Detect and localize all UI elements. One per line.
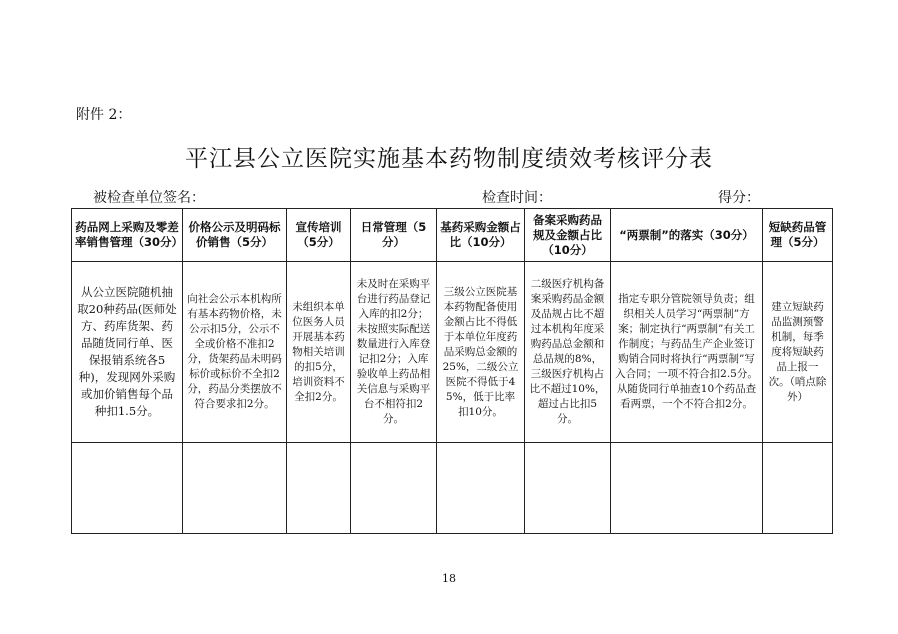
header-training: 宣传培训（5分） bbox=[287, 209, 351, 262]
page-title: 平江县公立医院实施基本药物制度绩效考核评分表 bbox=[185, 146, 713, 172]
header-row bbox=[72, 209, 833, 262]
score-cell[interactable] bbox=[763, 443, 833, 534]
criteria-price-display: 向社会公示本机构所有基本药物价格，未公示扣5分，公示不全或价格不准扣2分，货架药品未明码标价或标价不全扣2分，药品分类摆放不符合要求扣2分。 bbox=[183, 262, 287, 443]
score-cell[interactable] bbox=[525, 443, 611, 534]
criteria-shortage-management: 建立短缺药品监测预警机制，每季度将短缺药品上报一次。（哨点除外） bbox=[763, 262, 833, 443]
score-cell[interactable] bbox=[72, 443, 183, 534]
score-cell[interactable] bbox=[437, 443, 525, 534]
criteria-row bbox=[72, 262, 833, 443]
signature-unit-label: 被检查单位签名： bbox=[93, 190, 205, 206]
score-cell[interactable] bbox=[287, 443, 351, 534]
header-daily-management: 日常管理（5分） bbox=[351, 209, 437, 262]
criteria-basic-drug-ratio: 三级公立医院基本药物配备使用金额占比不得低于本单位年度药品采购总金额的25%，二级公立医院不得低于45%，低于比率扣10分。 bbox=[437, 262, 525, 443]
criteria-online-purchase: 从公立医院随机抽取20种药品(医师处方、药库货架、药品随货同行单、医保报销系统各5种)，发现网外采购或加价销售每个品种扣1.5分。 bbox=[72, 262, 183, 443]
score-cell[interactable] bbox=[611, 443, 763, 534]
score-label: 得分： bbox=[718, 190, 760, 206]
evaluation-table bbox=[71, 208, 833, 534]
score-cell[interactable] bbox=[183, 443, 287, 534]
criteria-filed-drug-ratio: 二级医疗机构备案采购药品金额及品规占比不超过本机构年度采购药品总金额和总品规的8%，三级医疗机构占比不超过10%，超过占比扣5分。 bbox=[525, 262, 611, 443]
inspection-time-label: 检查时间： bbox=[482, 190, 552, 206]
page-number: 18 bbox=[442, 572, 456, 585]
criteria-daily-management: 未及时在采购平台进行药品登记入库的扣2分；未按照实际配送数量进行入库登记扣2分；入库验收单上药品相关信息与采购平台不相符扣2分。 bbox=[351, 262, 437, 443]
header-basic-drug-ratio: 基药采购金额占比（10分） bbox=[437, 209, 525, 262]
header-online-purchase: 药品网上采购及零差率销售管理（30分） bbox=[72, 209, 183, 262]
criteria-training: 未组织本单位医务人员开展基本药物相关培训的扣5分，培训资料不全扣2分。 bbox=[287, 262, 351, 443]
header-two-invoice: “两票制”的落实（30分） bbox=[611, 209, 763, 262]
header-filed-drug-ratio: 备案采购药品规及金额占比（10分） bbox=[525, 209, 611, 262]
score-entry-row bbox=[72, 443, 833, 534]
score-cell[interactable] bbox=[351, 443, 437, 534]
header-shortage-management: 短缺药品管理（5分） bbox=[763, 209, 833, 262]
header-price-display: 价格公示及明码标价销售（5分） bbox=[183, 209, 287, 262]
criteria-two-invoice: 指定专职分管院领导负责；组织相关人员学习“两票制”方案；制定执行“两票制”有关工作制度；与药品生产企业签订购销合同时将执行“两票制”写入合同；一项不符合扣2.5分。从随货同行单抽查10个药品查看两票，一个不符合扣2分。 bbox=[611, 262, 763, 443]
attachment-label: 附件 2： bbox=[76, 107, 132, 123]
